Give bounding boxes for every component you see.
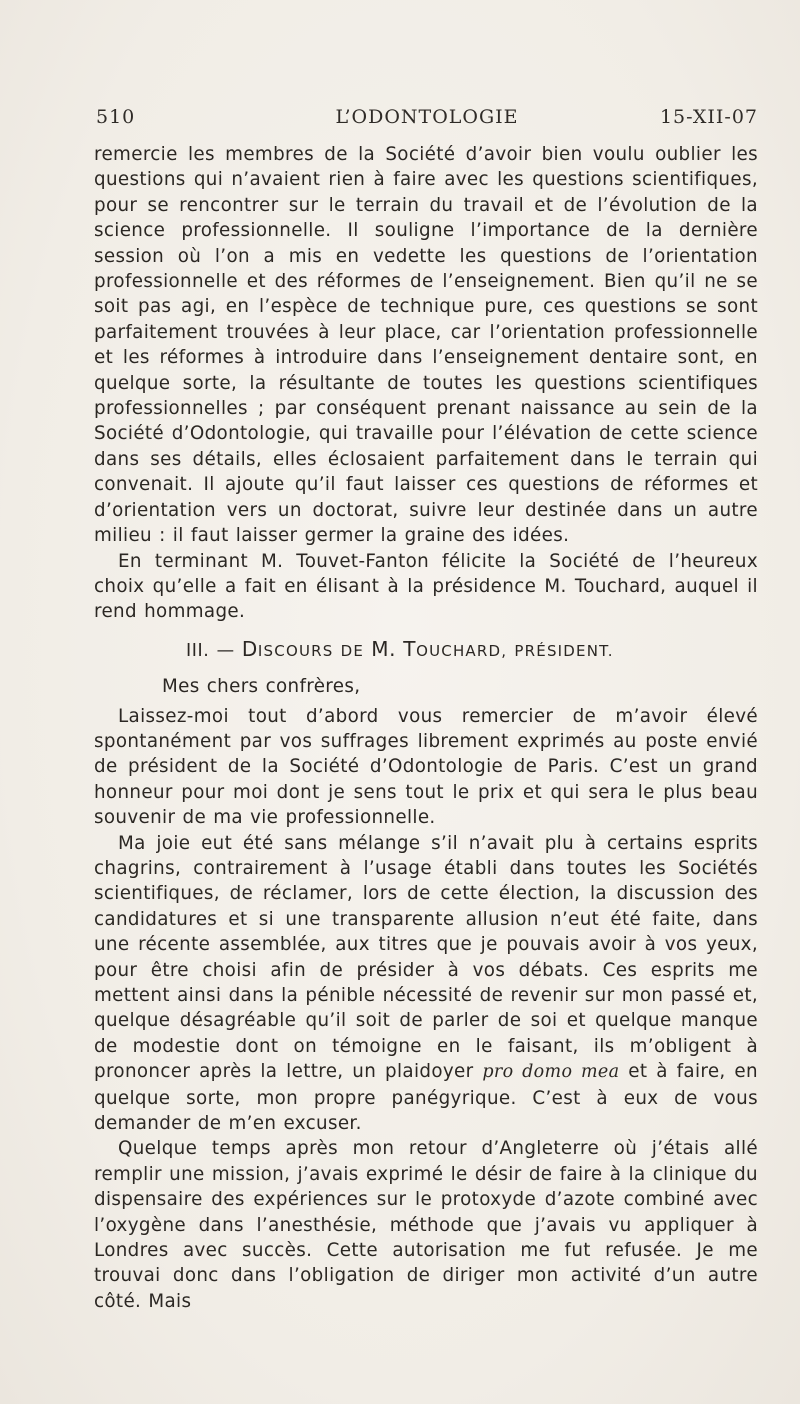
heading-dash: — [216,640,235,661]
page-number: 510 [96,106,136,128]
salutation: Mes chers confrères, [162,676,361,698]
heading-iscours: ISCOURS [257,641,334,660]
body-text [94,142,758,1314]
section-numeral: III. [186,640,210,661]
heading-t: T [403,636,417,661]
latin-phrase: pro domo mea [482,1062,620,1083]
paragraph-return-england: Quelque temps après mon retour d’Angleterre où j’étais allé remplir une mission, j’avais exprimé le désir de faire à la clinique du dispensaire des expériences sur le protoxyde d’azote combiné avec l’oxygène dans l’anesthésie, méthode que j’avais vu appliquer à Londres avec succès. Cette autorisation me fut refusée. Je me trouvai donc dans l’obligation de diriger mon activité d’un autre côté. Mais [94,1138,758,1312]
paragraph-continued: remercie les membres de la Société d’avoir bien voulu oublier les questions qui n’avaient rien à faire avec les questions scientifiques, pour se rencontrer sur le terrain du travail et de l’évolution de la science professionnelle. Il souligne l’importance de la dernière session où l’on a mis en vedette les questions de l’orientation professionnelle et des réformes de l’enseignement. Bien qu’il ne se soit pas agi, en l’espèce de technique pure, ces questions se sont parfaitement trouvées à leur place, car l’orientation professionnelle et les réformes à introduire dans l’enseignement dentaire sont, en quelque sorte, la résultante de toutes les questions scientifiques professionnelles ; par conséquent prenant naissance au sein de la Société d’Odontologie, qui travaille pour l’élévation de cette science dans ses détails, elles éclosaient parfaitement dans le terrain qui convenait. Il ajoute qu’il faut laisser ces questions de réformes et d’orientation vers un doctorat, suivre leur destinée dans un autre milieu : il faut laisser germer la graine des idées. [94,144,758,547]
section-heading [94,637,758,664]
heading-president: PRÉSIDENT. [514,641,614,660]
heading-ouchard: OUCHARD, [416,641,508,660]
paragraph-joy-part1: Ma joie eut été sans mélange s’il n’avait plu à certains esprits chagrins, contrairement à l’usage établi dans toutes les Sociétés scientifiques, de réclamer, lors de cette élection, la discussion des candidatures et si une transparente allusion n’eut été faite, dans une récente assemblée, aux titres que je pouvais avoir à vos yeux, pour être choisi afin de présider à vos débats. Ces esprits me mettent ainsi dans la pénible nécessité de revenir sur mon passé et, quelque désagréable qu’il soit de parler de soi et quelque manque de modestie dont on témoigne en le faisant, ils m’obligent à prononcer après la lettre, un plaidoyer [94,832,758,1083]
running-header [96,106,758,136]
heading-m: M. [371,636,397,661]
heading-d: D [241,636,258,661]
paragraph-joy [94,831,758,1137]
paragraph-closing-remarks: En terminant M. Touvet-Fanton félicite la Société de l’heureux choix qu’elle a fait en élisant à la présidence M. Touchard, auquel il rend hommage. [94,550,758,623]
paragraph-joy-part2: et à faire, en quelque sorte, mon propre panégyrique. C’est à eux de vous demander de m’en excuser. [94,1061,758,1135]
issue-date: 15-XII-07 [659,106,758,128]
heading-de: DE [340,641,365,660]
journal-title: L’ODONTOLOGIE [335,106,519,128]
paragraph-thanks: Laissez-moi tout d’abord vous remercier de m’avoir élevé spontanément par vos suffrages librement exprimés au poste envié de président de la Société d’Odontologie de Paris. C’est un grand honneur pour moi dont je sens tout le prix et qui sera le plus beau souvenir de ma vie professionnelle. [94,705,758,829]
